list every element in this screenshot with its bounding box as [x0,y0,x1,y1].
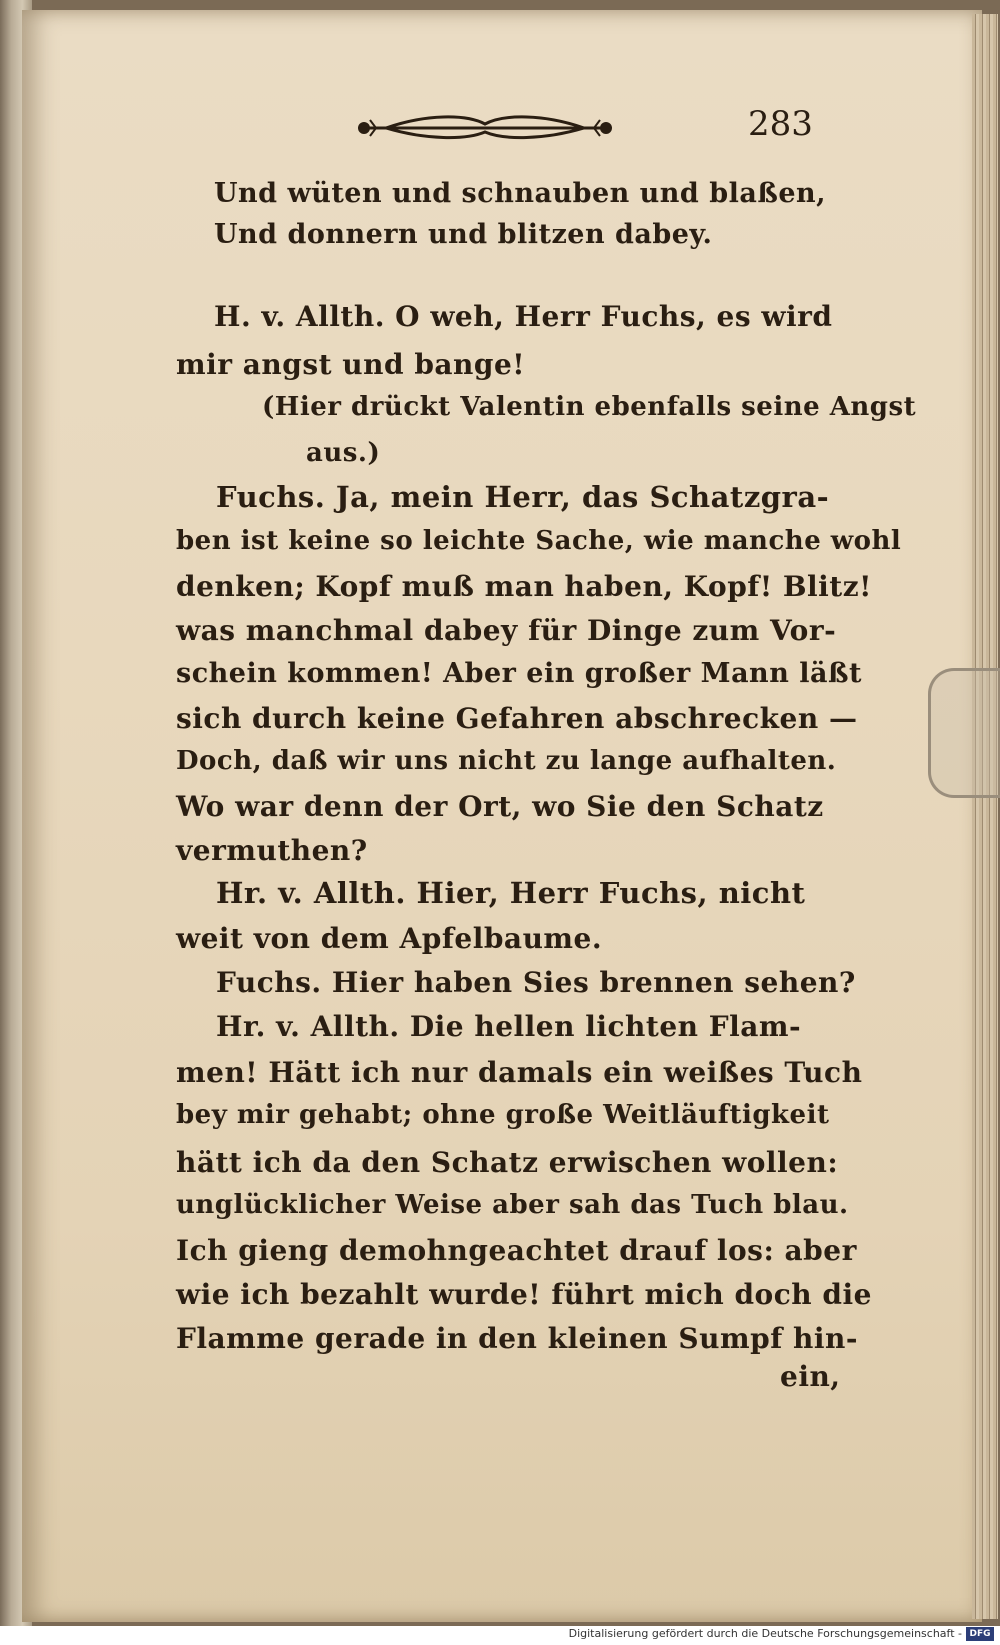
text-line: unglücklicher Weise aber sah das Tuch blau. [176,1190,849,1220]
text-line: Ich gieng demohngeachtet drauf los: aber [176,1234,857,1267]
text-line: Hr. v. Allth. Die hellen lichten Flam- [216,1010,802,1043]
text-line: bey mir gehabt; ohne große Weitläuftigkeit [176,1100,830,1130]
text-line: Und donnern und blitzen dabey. [214,219,713,250]
page-edges [972,14,998,1619]
text-line: schein kommen! Aber ein großer Mann läßt [176,658,862,689]
text-line: aus.) [306,438,381,468]
text-line: mir angst und bange! [176,348,526,381]
text-line: denken; Kopf muß man haben, Kopf! Blitz! [176,570,872,603]
footer-credit: Digitalisierung gefördert durch die Deutsche Forschungsgemeinschaft - [568,1627,962,1640]
header-ornament [356,110,614,142]
text-line: Fuchs. Ja, mein Herr, das Schatzgra- [216,480,830,514]
text-line: sich durch keine Gefahren abschrecken — [176,702,858,735]
page-number: 283 [748,104,813,144]
text-line: Flamme gerade in den kleinen Sumpf hin- [176,1322,858,1355]
text-line: (Hier drückt Valentin ebenfalls seine Angst [262,392,917,422]
text-line: men! Hätt ich nur damals ein weißes Tuch [176,1056,863,1089]
text-line: ben ist keine so leichte Sache, wie manche wohl [176,526,902,556]
text-line: was manchmal dabey für Dinge zum Vor- [176,614,837,647]
page-clip [928,668,1000,798]
text-line: Hr. v. Allth. Hier, Herr Fuchs, nicht [216,876,806,910]
text-line: vermuthen? [176,834,368,867]
text-line: wie ich bezahlt wurde! führt mich doch die [176,1278,872,1311]
text-line: Fuchs. Hier haben Sies brennen sehen? [216,966,856,999]
text-line: Und wüten und schnauben und blaßen, [214,178,827,209]
text-line: Doch, daß wir uns nicht zu lange aufhalten. [176,746,837,776]
text-line: H. v. Allth. O weh, Herr Fuchs, es wird [214,300,833,333]
dfg-logo: DFG [966,1627,994,1641]
text-line: ein, [780,1360,841,1393]
text-line: Wo war denn der Ort, wo Sie den Schatz [176,790,824,823]
text-line: weit von dem Apfelbaume. [176,922,603,955]
text-line: hätt ich da den Schatz erwischen wollen: [176,1146,839,1179]
